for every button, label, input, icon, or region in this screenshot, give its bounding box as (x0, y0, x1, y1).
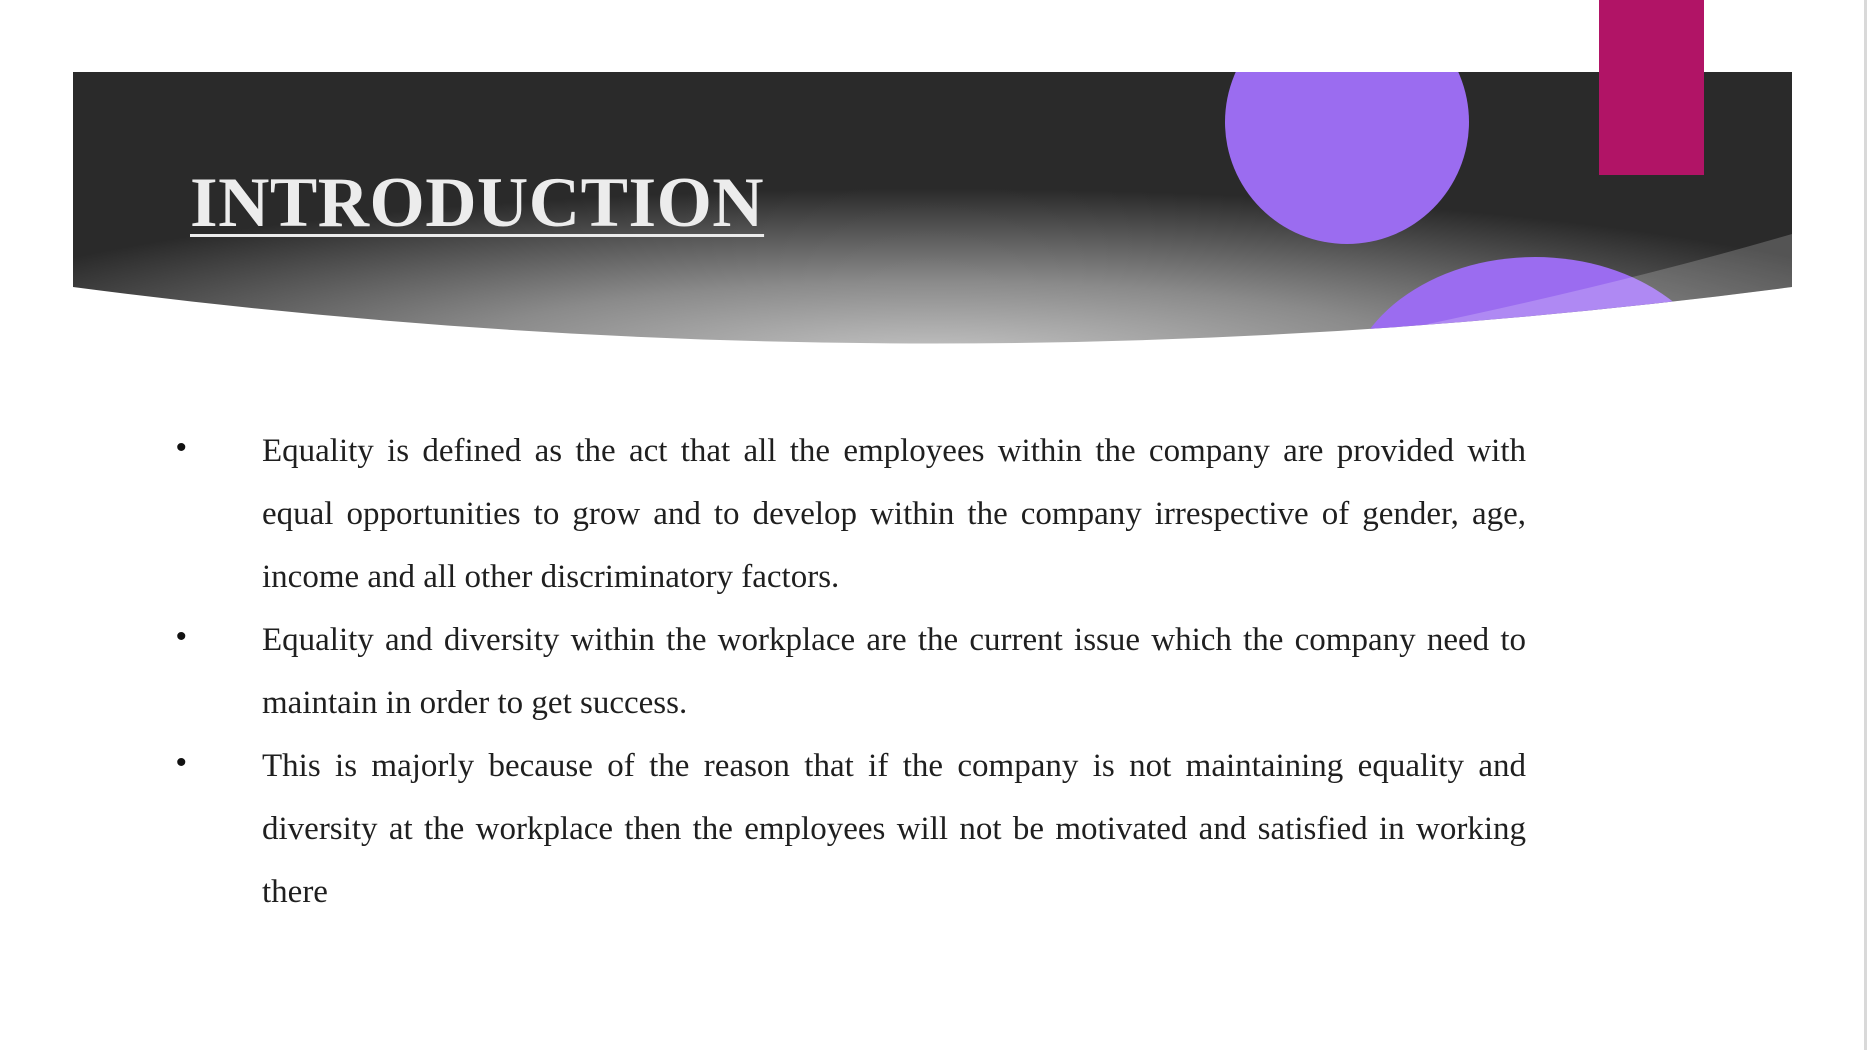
bullet-dot-icon: • (176, 746, 187, 779)
bullet-list (170, 420, 1526, 924)
bullet-item (170, 735, 1526, 924)
slide-title: INTRODUCTION (190, 164, 765, 242)
bullet-text: Equality is defined as the act that all the employees within the company are provided with equal opportunities to grow and to develop within the company irrespective of gender, age, income and all other discriminatory factors. (262, 433, 1526, 595)
bullet-dot-icon: • (176, 620, 187, 653)
bullet-item (170, 609, 1526, 735)
decorative-circle-top (1225, 0, 1469, 244)
bullet-text: Equality and diversity within the workplace are the current issue which the company need to maintain in order to get success. (262, 622, 1526, 721)
bullet-item (170, 420, 1526, 609)
bullet-dot-icon: • (176, 431, 187, 464)
bullet-text: This is majorly because of the reason that if the company is not maintaining equality and diversity at the workplace then the employees will not be motivated and satisfied in working there (262, 748, 1526, 910)
accent-bar (1599, 0, 1704, 175)
